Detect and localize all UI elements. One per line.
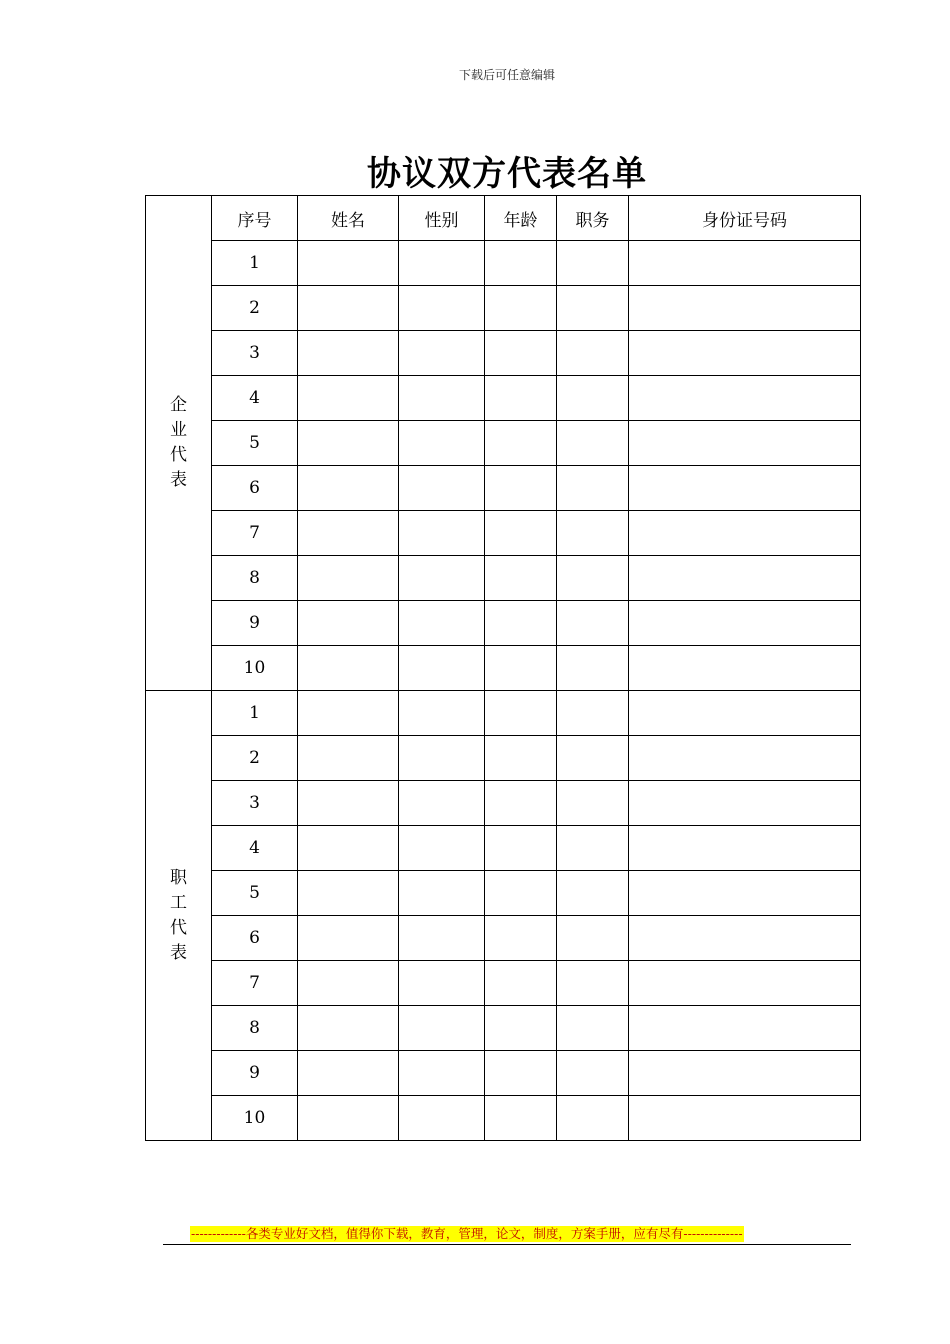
table-row xyxy=(146,1006,861,1051)
blank-cell[interactable] xyxy=(298,646,399,691)
table-row xyxy=(146,691,861,736)
blank-cell[interactable] xyxy=(557,736,629,781)
blank-cell[interactable] xyxy=(485,781,557,826)
group-label-cell xyxy=(146,196,212,691)
footer-banner: -------------各类专业好文档，值得你下载，教育，管理，论文，制度，方案手册，应有尽有-------------- xyxy=(191,1226,743,1241)
blank-cell[interactable] xyxy=(629,1096,861,1141)
blank-cell[interactable] xyxy=(557,826,629,871)
column-header: 姓名 xyxy=(298,196,399,241)
blank-cell[interactable] xyxy=(298,376,399,421)
blank-cell[interactable] xyxy=(399,781,485,826)
column-header: 身份证号码 xyxy=(629,196,861,241)
blank-cell[interactable] xyxy=(399,646,485,691)
table-row xyxy=(146,1096,861,1141)
blank-cell[interactable] xyxy=(298,601,399,646)
blank-cell[interactable] xyxy=(557,691,629,736)
blank-cell[interactable] xyxy=(557,961,629,1006)
blank-cell[interactable] xyxy=(298,241,399,286)
blank-cell[interactable] xyxy=(298,421,399,466)
blank-cell[interactable] xyxy=(557,376,629,421)
column-header: 序号 xyxy=(212,196,298,241)
blank-cell[interactable] xyxy=(629,781,861,826)
blank-cell[interactable] xyxy=(399,1051,485,1096)
table-row xyxy=(146,421,861,466)
blank-cell[interactable] xyxy=(485,1006,557,1051)
group-label-char: 企 xyxy=(170,395,187,415)
blank-cell[interactable] xyxy=(399,331,485,376)
blank-cell[interactable] xyxy=(298,1006,399,1051)
blank-cell[interactable] xyxy=(485,826,557,871)
table-row xyxy=(146,376,861,421)
blank-cell[interactable] xyxy=(629,916,861,961)
blank-cell[interactable] xyxy=(557,1006,629,1051)
blank-cell[interactable] xyxy=(629,826,861,871)
group-label-char: 工 xyxy=(170,892,187,913)
blank-cell[interactable] xyxy=(399,826,485,871)
blank-cell[interactable] xyxy=(629,331,861,376)
table-row xyxy=(146,331,861,376)
row-number: 5 xyxy=(212,421,298,466)
blank-cell[interactable] xyxy=(298,1051,399,1096)
row-number: 1 xyxy=(212,241,298,286)
group-label-char: 代 xyxy=(170,917,187,938)
blank-cell[interactable] xyxy=(485,286,557,331)
blank-cell[interactable] xyxy=(629,691,861,736)
row-number: 4 xyxy=(212,376,298,421)
table-row xyxy=(146,241,861,286)
blank-cell[interactable] xyxy=(298,556,399,601)
blank-cell[interactable] xyxy=(629,871,861,916)
table-row xyxy=(146,601,861,646)
blank-cell[interactable] xyxy=(557,916,629,961)
row-number: 7 xyxy=(212,511,298,556)
blank-cell[interactable] xyxy=(485,736,557,781)
blank-cell[interactable] xyxy=(557,871,629,916)
blank-cell[interactable] xyxy=(629,241,861,286)
group-label-char: 业 xyxy=(170,420,187,440)
blank-cell[interactable] xyxy=(557,556,629,601)
blank-cell[interactable] xyxy=(399,1006,485,1051)
row-number: 8 xyxy=(212,556,298,601)
table-row xyxy=(146,736,861,781)
table-row xyxy=(146,556,861,601)
blank-cell[interactable] xyxy=(629,1006,861,1051)
blank-cell[interactable] xyxy=(485,556,557,601)
blank-cell[interactable] xyxy=(485,871,557,916)
row-number: 6 xyxy=(212,466,298,511)
table-body xyxy=(146,196,861,1141)
blank-cell[interactable] xyxy=(298,691,399,736)
blank-cell[interactable] xyxy=(629,376,861,421)
blank-cell[interactable] xyxy=(399,421,485,466)
row-number: 2 xyxy=(212,736,298,781)
blank-cell[interactable] xyxy=(485,961,557,1006)
row-number: 1 xyxy=(212,691,298,736)
blank-cell[interactable] xyxy=(629,646,861,691)
blank-cell[interactable] xyxy=(298,331,399,376)
blank-cell[interactable] xyxy=(399,916,485,961)
blank-cell[interactable] xyxy=(629,961,861,1006)
blank-cell[interactable] xyxy=(557,1051,629,1096)
blank-cell[interactable] xyxy=(557,601,629,646)
blank-cell[interactable] xyxy=(557,646,629,691)
blank-cell[interactable] xyxy=(298,826,399,871)
blank-cell[interactable] xyxy=(298,466,399,511)
representatives-table xyxy=(145,195,861,1141)
blank-cell[interactable] xyxy=(629,556,861,601)
row-number: 8 xyxy=(212,1006,298,1051)
blank-cell[interactable] xyxy=(629,421,861,466)
table-row xyxy=(146,871,861,916)
blank-cell[interactable] xyxy=(298,916,399,961)
blank-cell[interactable] xyxy=(629,286,861,331)
column-header: 性别 xyxy=(399,196,485,241)
blank-cell[interactable] xyxy=(485,376,557,421)
row-number: 6 xyxy=(212,916,298,961)
table-header-row xyxy=(146,196,861,241)
row-number: 5 xyxy=(212,871,298,916)
blank-cell[interactable] xyxy=(485,916,557,961)
row-number: 9 xyxy=(212,601,298,646)
blank-cell[interactable] xyxy=(399,376,485,421)
blank-cell[interactable] xyxy=(557,241,629,286)
blank-cell[interactable] xyxy=(399,511,485,556)
blank-cell[interactable] xyxy=(485,241,557,286)
blank-cell[interactable] xyxy=(485,466,557,511)
blank-cell[interactable] xyxy=(298,961,399,1006)
blank-cell[interactable] xyxy=(557,421,629,466)
blank-cell[interactable] xyxy=(557,1096,629,1141)
blank-cell[interactable] xyxy=(557,466,629,511)
blank-cell[interactable] xyxy=(298,1096,399,1141)
blank-cell[interactable] xyxy=(557,511,629,556)
row-number: 3 xyxy=(212,781,298,826)
blank-cell[interactable] xyxy=(485,1051,557,1096)
column-header: 职务 xyxy=(557,196,629,241)
table-row xyxy=(146,511,861,556)
group-label-char: 表 xyxy=(170,470,187,490)
table-row xyxy=(146,961,861,1006)
blank-cell[interactable] xyxy=(399,286,485,331)
row-number: 4 xyxy=(212,826,298,871)
document-title: 协议双方代表名单 xyxy=(367,154,647,194)
blank-cell[interactable] xyxy=(399,871,485,916)
blank-cell[interactable] xyxy=(485,691,557,736)
blank-cell[interactable] xyxy=(485,511,557,556)
table-row xyxy=(146,781,861,826)
blank-cell[interactable] xyxy=(399,961,485,1006)
blank-cell[interactable] xyxy=(629,1051,861,1096)
blank-cell[interactable] xyxy=(557,781,629,826)
blank-cell[interactable] xyxy=(557,331,629,376)
blank-cell[interactable] xyxy=(629,466,861,511)
blank-cell[interactable] xyxy=(629,736,861,781)
blank-cell[interactable] xyxy=(298,286,399,331)
group-label-char: 代 xyxy=(170,445,187,465)
blank-cell[interactable] xyxy=(399,241,485,286)
group-label-char: 职 xyxy=(170,867,187,888)
table-row xyxy=(146,916,861,961)
header-note: 下载后可任意编辑 xyxy=(458,68,555,82)
blank-cell[interactable] xyxy=(629,601,861,646)
blank-cell[interactable] xyxy=(298,736,399,781)
blank-cell[interactable] xyxy=(485,646,557,691)
blank-cell[interactable] xyxy=(399,736,485,781)
row-number: 10 xyxy=(212,646,298,691)
blank-cell[interactable] xyxy=(298,781,399,826)
blank-cell[interactable] xyxy=(485,1096,557,1141)
footer-rule xyxy=(163,1244,851,1245)
blank-cell[interactable] xyxy=(485,331,557,376)
row-number: 10 xyxy=(212,1096,298,1141)
group-label-cell xyxy=(146,691,212,1141)
row-number: 3 xyxy=(212,331,298,376)
row-number: 2 xyxy=(212,286,298,331)
table-row xyxy=(146,466,861,511)
blank-cell[interactable] xyxy=(298,871,399,916)
blank-cell[interactable] xyxy=(399,466,485,511)
group-label-char: 表 xyxy=(170,942,187,963)
blank-cell[interactable] xyxy=(557,286,629,331)
table-row xyxy=(146,826,861,871)
blank-cell[interactable] xyxy=(399,556,485,601)
blank-cell[interactable] xyxy=(629,511,861,556)
blank-cell[interactable] xyxy=(485,601,557,646)
row-number: 9 xyxy=(212,1051,298,1096)
blank-cell[interactable] xyxy=(399,1096,485,1141)
table-row xyxy=(146,1051,861,1096)
table-row xyxy=(146,286,861,331)
blank-cell[interactable] xyxy=(399,601,485,646)
blank-cell[interactable] xyxy=(485,421,557,466)
blank-cell[interactable] xyxy=(399,691,485,736)
column-header: 年龄 xyxy=(485,196,557,241)
row-number: 7 xyxy=(212,961,298,1006)
table-row xyxy=(146,646,861,691)
blank-cell[interactable] xyxy=(298,511,399,556)
